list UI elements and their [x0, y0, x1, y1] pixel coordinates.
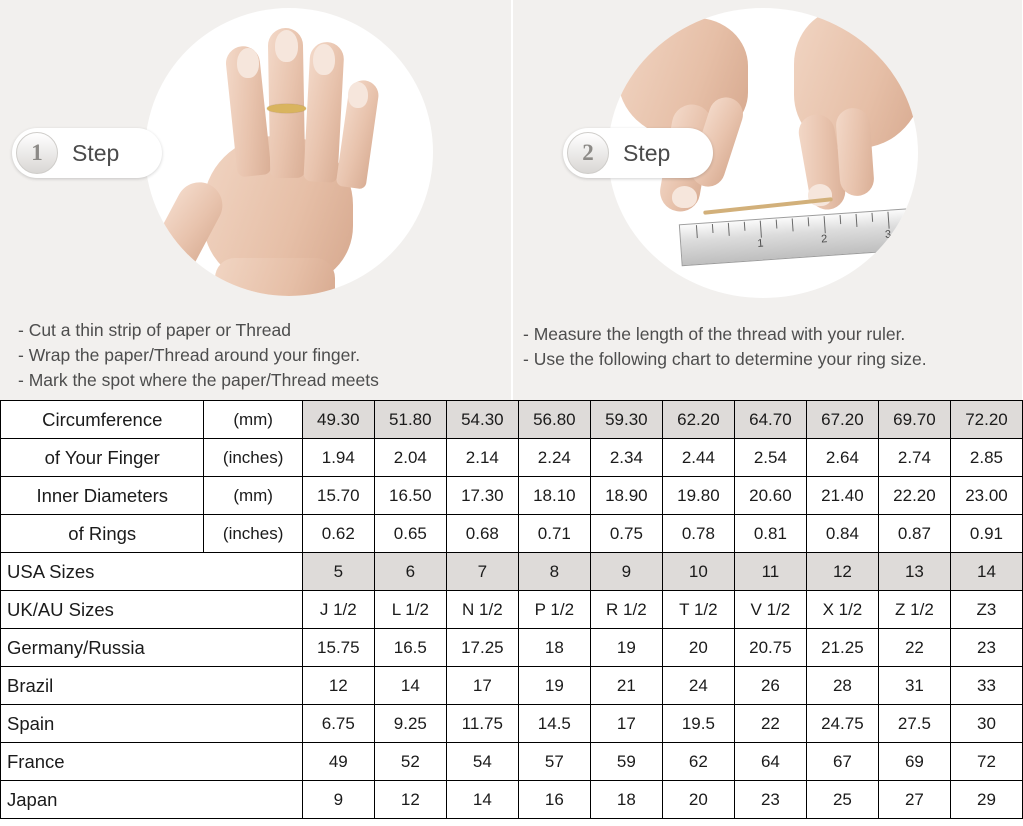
cell: 72 — [950, 743, 1022, 781]
cell: 2.24 — [518, 439, 590, 477]
step-2-bullets — [523, 322, 927, 372]
table-row — [1, 629, 1023, 667]
cell: N 1/2 — [446, 591, 518, 629]
cell: 52 — [374, 743, 446, 781]
table-body — [1, 401, 1023, 819]
ruler-mark-1: 1 — [756, 237, 764, 250]
cell: Z3 — [950, 591, 1022, 629]
cell: 22.20 — [878, 477, 950, 515]
ring-band-icon — [267, 104, 306, 113]
cell: 17.25 — [446, 629, 518, 667]
cell: 17.30 — [446, 477, 518, 515]
cell: 0.78 — [662, 515, 734, 553]
cell: 29 — [950, 781, 1022, 819]
cell: 24 — [662, 667, 734, 705]
cell: 10 — [662, 553, 734, 591]
cell: 72.20 — [950, 401, 1022, 439]
cell: 1.94 — [302, 439, 374, 477]
step-2-panel — [511, 0, 1022, 400]
cell: 19 — [590, 629, 662, 667]
cell: 14 — [950, 553, 1022, 591]
table-row — [1, 477, 1023, 515]
step-1-bullet-1: - Cut a thin strip of paper or Thread — [18, 320, 292, 340]
cell: 56.80 — [518, 401, 590, 439]
cell: 7 — [446, 553, 518, 591]
cell: 21 — [590, 667, 662, 705]
cell: 16.5 — [374, 629, 446, 667]
cell: 15.75 — [302, 629, 374, 667]
row-unit-mm-2: (mm) — [204, 477, 302, 515]
cell: 49.30 — [302, 401, 374, 439]
cell: 67.20 — [806, 401, 878, 439]
row-label-circumference: Circumference — [1, 401, 204, 439]
row-label-spain: Spain — [1, 705, 303, 743]
cell: 51.80 — [374, 401, 446, 439]
table-row — [1, 667, 1023, 705]
row-label-brazil: Brazil — [1, 667, 303, 705]
cell: 5 — [302, 553, 374, 591]
cell: 11 — [734, 553, 806, 591]
row-label-uk-au-sizes: UK/AU Sizes — [1, 591, 303, 629]
cell: 62.20 — [662, 401, 734, 439]
cell: 64 — [734, 743, 806, 781]
cell: 19.80 — [662, 477, 734, 515]
cell: 59 — [590, 743, 662, 781]
cell: 20.60 — [734, 477, 806, 515]
step-1-bullets — [18, 318, 379, 393]
table-row — [1, 439, 1023, 477]
step-2-label: Step — [623, 139, 671, 166]
cell: 6 — [374, 553, 446, 591]
cell: 8 — [518, 553, 590, 591]
cell: 16.50 — [374, 477, 446, 515]
cell: 69.70 — [878, 401, 950, 439]
cell: J 1/2 — [302, 591, 374, 629]
cell: 11.75 — [446, 705, 518, 743]
step-1-label: Step — [72, 139, 120, 166]
row-unit-inches-2: (inches) — [204, 515, 302, 553]
cell: 18 — [518, 629, 590, 667]
row-label-japan: Japan — [1, 781, 303, 819]
table-row — [1, 705, 1023, 743]
table-row — [1, 781, 1023, 819]
cell: 17 — [590, 705, 662, 743]
instructions-section — [0, 0, 1023, 400]
cell: 67 — [806, 743, 878, 781]
cell: 0.84 — [806, 515, 878, 553]
cell: 19.5 — [662, 705, 734, 743]
step-1-badge — [12, 128, 162, 178]
step-1-bullet-3: - Mark the spot where the paper/Thread meets — [18, 370, 379, 390]
cell: 2.74 — [878, 439, 950, 477]
cell: 20.75 — [734, 629, 806, 667]
cell: 0.65 — [374, 515, 446, 553]
cell: 23 — [950, 629, 1022, 667]
cell: 14.5 — [518, 705, 590, 743]
cell: 19 — [518, 667, 590, 705]
cell: 54 — [446, 743, 518, 781]
cell: 2.54 — [734, 439, 806, 477]
thread-icon — [703, 197, 833, 215]
cell: 15.70 — [302, 477, 374, 515]
step-2-bullet-1: - Measure the length of the thread with your ruler. — [523, 324, 906, 344]
step-1-bullet-2: - Wrap the paper/Thread around your finger. — [18, 345, 361, 365]
cell: 12 — [806, 553, 878, 591]
ruler-mark-3: 3 — [884, 228, 892, 241]
cell: 14 — [446, 781, 518, 819]
cell: 18 — [590, 781, 662, 819]
cell: 18.10 — [518, 477, 590, 515]
cell: 57 — [518, 743, 590, 781]
row-unit-inches: (inches) — [204, 439, 302, 477]
cell: 0.62 — [302, 515, 374, 553]
cell: L 1/2 — [374, 591, 446, 629]
cell: 31 — [878, 667, 950, 705]
cell: 24.75 — [806, 705, 878, 743]
cell: 9 — [590, 553, 662, 591]
cell: 30 — [950, 705, 1022, 743]
cell: 0.81 — [734, 515, 806, 553]
table-row — [1, 591, 1023, 629]
cell: 21.40 — [806, 477, 878, 515]
cell: R 1/2 — [590, 591, 662, 629]
step-1-image — [145, 8, 433, 296]
table-row — [1, 515, 1023, 553]
row-label-inner-diameters: Inner Diameters — [1, 477, 204, 515]
cell: T 1/2 — [662, 591, 734, 629]
row-unit-mm: (mm) — [204, 401, 302, 439]
cell: 17 — [446, 667, 518, 705]
cell: X 1/2 — [806, 591, 878, 629]
cell: 33 — [950, 667, 1022, 705]
cell: 0.75 — [590, 515, 662, 553]
cell: 16 — [518, 781, 590, 819]
cell: 25 — [806, 781, 878, 819]
cell: 54.30 — [446, 401, 518, 439]
row-label-circumference-2: of Your Finger — [1, 439, 204, 477]
cell: 28 — [806, 667, 878, 705]
step-2-badge — [563, 128, 713, 178]
cell: 14 — [374, 667, 446, 705]
cell: 62 — [662, 743, 734, 781]
ring-size-table — [0, 400, 1023, 819]
cell: 21.25 — [806, 629, 878, 667]
cell: P 1/2 — [518, 591, 590, 629]
step-2-number: 2 — [567, 132, 609, 174]
step-1-number: 1 — [16, 132, 58, 174]
table-row — [1, 401, 1023, 439]
cell: 59.30 — [590, 401, 662, 439]
cell: 69 — [878, 743, 950, 781]
cell: 23.00 — [950, 477, 1022, 515]
cell: 0.91 — [950, 515, 1022, 553]
cell: 6.75 — [302, 705, 374, 743]
cell: 2.85 — [950, 439, 1022, 477]
ruler-mark-2: 2 — [820, 233, 828, 246]
step-1-panel — [0, 0, 511, 400]
row-label-usa-sizes: USA Sizes — [1, 553, 303, 591]
cell: 20 — [662, 629, 734, 667]
cell: 12 — [302, 667, 374, 705]
cell: 27.5 — [878, 705, 950, 743]
table-row — [1, 743, 1023, 781]
cell: 26 — [734, 667, 806, 705]
cell: 2.64 — [806, 439, 878, 477]
row-label-germany-russia: Germany/Russia — [1, 629, 303, 667]
cell: 20 — [662, 781, 734, 819]
table-row — [1, 553, 1023, 591]
row-label-france: France — [1, 743, 303, 781]
cell: 0.68 — [446, 515, 518, 553]
cell: 2.14 — [446, 439, 518, 477]
cell: Z 1/2 — [878, 591, 950, 629]
cell: 22 — [878, 629, 950, 667]
cell: 9 — [302, 781, 374, 819]
cell: 22 — [734, 705, 806, 743]
cell: 12 — [374, 781, 446, 819]
cell: 27 — [878, 781, 950, 819]
cell: 0.87 — [878, 515, 950, 553]
row-label-inner-diameters-2: of Rings — [1, 515, 204, 553]
cell: 18.90 — [590, 477, 662, 515]
cell: 23 — [734, 781, 806, 819]
step-2-bullet-2: - Use the following chart to determine your ring size. — [523, 349, 927, 369]
cell: 64.70 — [734, 401, 806, 439]
cell: V 1/2 — [734, 591, 806, 629]
cell: 2.04 — [374, 439, 446, 477]
ruler-icon — [679, 208, 918, 266]
cell: 13 — [878, 553, 950, 591]
cell: 2.34 — [590, 439, 662, 477]
cell: 2.44 — [662, 439, 734, 477]
cell: 0.71 — [518, 515, 590, 553]
cell: 49 — [302, 743, 374, 781]
cell: 9.25 — [374, 705, 446, 743]
